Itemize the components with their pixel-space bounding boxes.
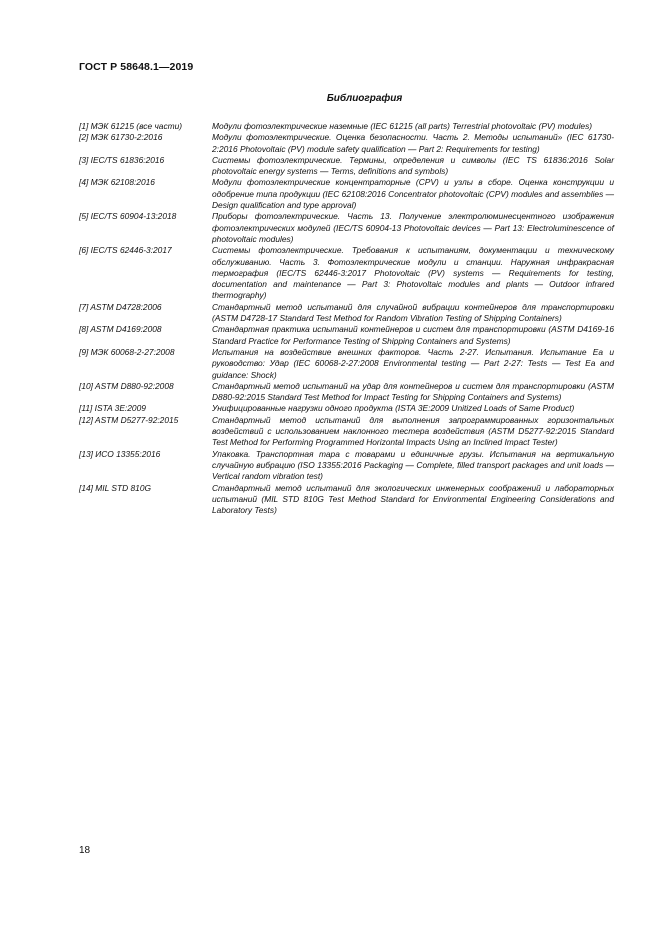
reference-key: [1] МЭК 61215 (все части) xyxy=(79,121,183,131)
reference-key: [6] IEC/TS 62446-3:2017 xyxy=(79,245,172,256)
reference-key: [3] IEC/TS 61836:2016 xyxy=(79,154,165,165)
reference-key: [10] ASTM D880-92:2008 xyxy=(79,380,174,391)
section-title xyxy=(0,93,661,104)
reference-text: Модули фотоэлектрические наземные (IEC 61215 (all parts) Terrestrial photovoltaic (PV) modules) xyxy=(212,121,593,131)
reference-key: [14] MIL STD 810G xyxy=(79,482,151,493)
reference-item xyxy=(79,121,614,132)
reference-text: Унифицированные нагрузки одного продукта (ISTA 3E:2009 Unitized Loads of Same Product) xyxy=(212,403,575,414)
reference-text: Стандартный метод испытаний на удар для контейнеров и систем для транспортировки (ASTM D880-92:2015 Standard Test Method for Impact Testing for Shipping Containers and Systems) xyxy=(212,380,614,403)
section-title-text: Библиография xyxy=(326,93,403,104)
reference-text: Модули фотоэлектрические. Оценка безопасности. Часть 2. Методы испытаний» (IEC 61730-2:2016 Photovoltaic (PV) module safety qualification — Part 2: Requirements for testing) xyxy=(212,132,614,154)
reference-text: Системы фотоэлектрические. Термины, определения и символы (IEC TS 61836:2016 Solar photovoltaic energy systems — Terms, definitions and symbols) xyxy=(212,154,614,177)
reference-key: [11] ISTA 3E:2009 xyxy=(79,403,146,414)
reference-item xyxy=(79,155,614,178)
reference-key: [8] ASTM D4169:2008 xyxy=(79,324,162,335)
reference-key: [13] ИСО 13355:2016 xyxy=(79,448,161,459)
reference-text: Упаковка. Транспортная тара с товарами и единичные грузы. Испытания на вертикальную случайную вибрацию (ISO 13355:2016 Packaging — Complete, filled transport packages and unit loads — Vertical random vibration test) xyxy=(212,448,614,482)
reference-key: [5] IEC/TS 60904-13:2018 xyxy=(79,211,177,222)
reference-text: Модули фотоэлектрические концентраторные (CPV) и узлы в сборе. Оценка конструкции и одобрение типа продукции (IEC 62108:2016 Concentrator photovoltaic (CPV) modules and assemblies — Design qualification and type approval) xyxy=(212,177,614,211)
reference-item xyxy=(79,245,614,301)
page-number: 18 xyxy=(79,845,91,856)
reference-text: Испытания на воздействие внешних факторов. Часть 2-27. Испытания. Испытание Ea и руководство: Удар (IEC 60068-2-27:2008 Environmental testing — Part 2-27: Tests — Test Ea and guidance: Shock) xyxy=(212,346,614,380)
reference-item xyxy=(79,449,614,483)
reference-item xyxy=(79,415,614,449)
reference-text: Приборы фотоэлектрические. Часть 13. Получение электролюминесцентного изображения фотоэлектрических модулей (IEC/TS 60904-13 Photovoltaic devices — Part 13: Electroluminescence of photovoltaic modules) xyxy=(212,211,614,244)
document-header: ГОСТ Р 58648.1—2019 xyxy=(79,61,194,73)
reference-item xyxy=(79,177,614,211)
reference-item xyxy=(79,347,614,381)
reference-text: Стандартный метод испытаний для экологических инженерных соображений и лабораторных испытаний (MIL STD 810G Test Method Standard for Environmental Engineering Considerations and Laboratory Tests) xyxy=(212,482,614,516)
reference-item xyxy=(79,381,614,404)
reference-key: [7] ASTM D4728:2006 xyxy=(79,301,162,312)
reference-text: Стандартный метод испытаний для случайной вибрации контейнеров для транспортировки (ASTM D4728-17 Standard Test Method for Random Vibration Testing of Shipping Containers) xyxy=(212,301,614,324)
reference-item xyxy=(79,211,614,245)
reference-item xyxy=(79,302,614,325)
reference-item xyxy=(79,324,614,347)
reference-key: [4] МЭК 62108:2016 xyxy=(79,177,155,188)
reference-key: [2] МЭК 61730-2:2016 xyxy=(79,132,163,143)
reference-text: Стандартная практика испытаний контейнеров и систем для транспортировки (ASTM D4169-16 Standard Practice for Performance Testing of Shipping Containers and Systems) xyxy=(212,324,614,346)
reference-item xyxy=(79,403,614,414)
reference-text: Стандартный метод испытаний для выполнения запрограммированных горизонтальных воздействий с использованием наклонного тестера воздействия (ASTM D5277-92:2015 Standard Test Method for Performing Programmed Horizontal Impacts Using an Inclined Impact Tester) xyxy=(212,414,614,448)
reference-text: Системы фотоэлектрические. Требования к испытаниям, документации и техническому обслуживанию. Часть 3. Фотоэлектрические модули и станции. Наружная инфракрасная термография (IEC/TS 62446-3:2017 Photovoltaic (PV) systems — Requirements for testing, documentation and maintenance — Part 3: Photovoltaic modules and plants — Outdoor infrared thermography) xyxy=(212,245,614,301)
bibliography-list xyxy=(79,121,614,516)
reference-key: [9] МЭК 60068-2-27:2008 xyxy=(79,346,175,357)
reference-key: [12] ASTM D5277-92:2015 xyxy=(79,414,179,425)
reference-item xyxy=(79,483,614,517)
reference-item xyxy=(79,132,614,155)
